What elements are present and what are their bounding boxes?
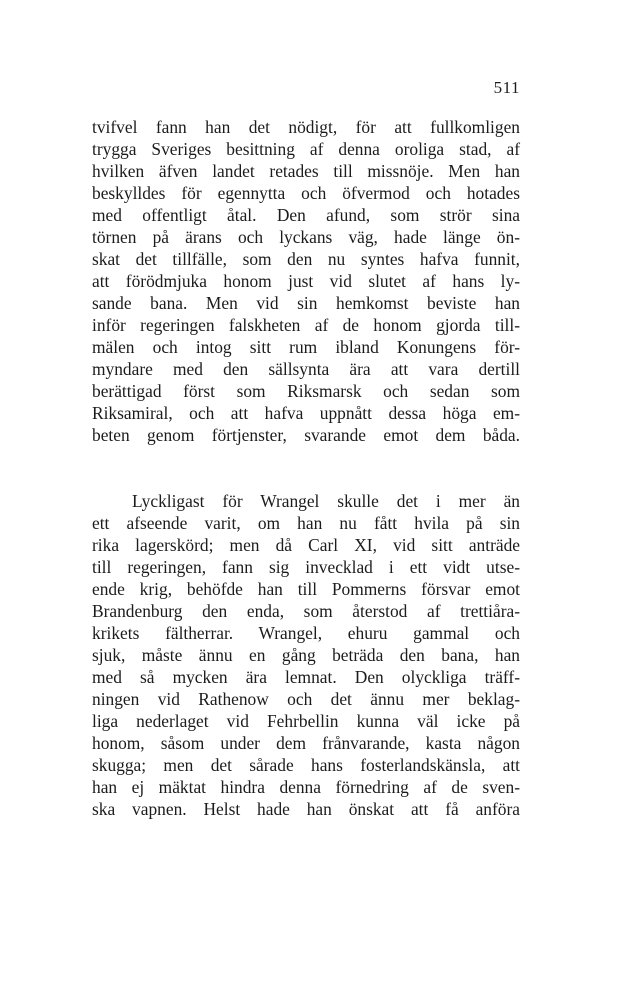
text-line: törnen på ärans och lyckans väg, hade länge ön- [92,227,520,247]
paragraph-1 [92,116,520,446]
page-number: 511 [493,78,520,97]
text-line: berättigad först som Riksmarsk och sedan som [92,381,520,401]
text-line: med offentligt åtal. Den afund, som strör sina [92,205,520,225]
text-line: ende krig, behöfde han till Pommerns försvar emot [92,579,520,599]
text-line: beten genom förtjenster, svarande emot dem båda. [92,425,520,445]
text-line: Lyckligast för Wrangel skulle det i mer än [132,491,520,511]
text-line: skugga; men det sårade hans fosterlandskänsla, att [92,755,520,775]
text-line: ningen vid Rathenow och det ännu mer beklag- [92,689,520,709]
text-line: beskylldes för egennytta och öfvermod och hotades [92,183,520,203]
text-line: krikets fältherrar. Wrangel, ehuru gammal och [92,623,520,643]
text-line: sande bana. Men vid sin hemkomst beviste han [92,293,520,313]
text-line: Brandenburg den enda, som återstod af trettiåra- [92,601,520,621]
text-line: trygga Sveriges besittning af denna oroliga stad, af [92,139,520,159]
text-line: liga nederlaget vid Fehrbellin kunna väl icke på [92,711,520,731]
text-line: rika lagerskörd; men då Carl XI, vid sitt anträde [92,535,520,555]
text-line: Riksamiral, och att hafva uppnått dessa höga em- [92,403,520,423]
text-line: med så mycken ära lemnat. Den olyckliga träff- [92,667,520,687]
text-line: tvifvel fann han det nödigt, för att fullkomligen [92,117,520,137]
text-line: han ej mäktat hindra denna förnedring af de sven- [92,777,520,797]
text-line: ett afseende varit, om han nu fått hvila på sin [92,513,520,533]
text-line: ska vapnen. Helst hade han önskat att få anföra [92,799,520,819]
text-line: mälen och intog sitt rum ibland Konungens för- [92,337,520,357]
text-line: skat det tillfälle, som den nu syntes hafva funnit, [92,249,520,269]
text-line: till regeringen, fann sig invecklad i ett vidt utse- [92,557,520,577]
text-line: inför regeringen falskheten af de honom gjorda till- [92,315,520,335]
paragraph-2 [92,490,520,820]
text-line: honom, såsom under dem frånvarande, kasta någon [92,733,520,753]
text-line: hvilken äfven landet retades till missnöje. Men han [92,161,520,181]
text-line: myndare med den sällsynta ära att vara dertill [92,359,520,379]
text-line: att förödmjuka honom just vid slutet af hans ly- [92,271,520,291]
text-line: sjuk, måste ännu en gång beträda den bana, han [92,645,520,665]
